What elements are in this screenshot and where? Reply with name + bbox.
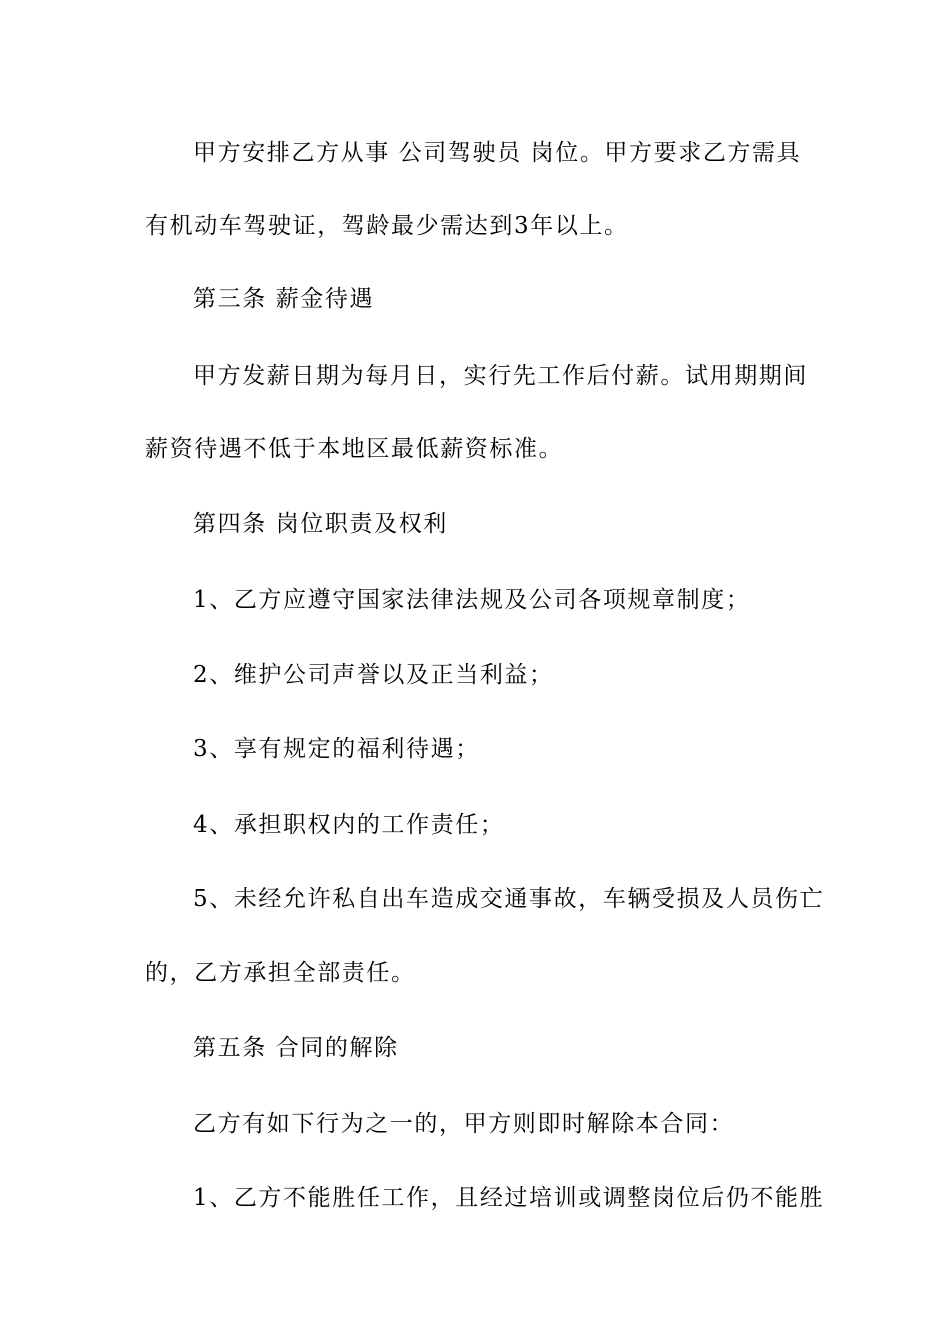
list-item-2: 2、维护公司声誉以及正当利益；: [193, 662, 554, 688]
list-item-1: 1、乙方应遵守国家法律法规及公司各项规章制度；: [193, 587, 751, 613]
heading-article-3: 第三条 薪金待遇: [193, 286, 375, 312]
list-item-4: 4、承担职权内的工作责任；: [193, 812, 505, 838]
paragraph-salary-cont: 薪资待遇不低于本地区最低薪资标准。: [145, 436, 564, 462]
list-item-3: 3、享有规定的福利待遇；: [193, 736, 480, 762]
list-item-5: 5、未经允许私自出车造成交通事故，车辆受损及人员伤亡: [193, 886, 825, 912]
paragraph-job-assignment: 甲方安排乙方从事 公司驾驶员 岗位。甲方要求乙方需具: [193, 140, 802, 166]
list-item-5-cont: 的，乙方承担全部责任。: [145, 960, 416, 986]
paragraph-termination: 乙方有如下行为之一的，甲方则即时解除本合同：: [193, 1111, 735, 1137]
paragraph-salary: 甲方发薪日期为每月日，实行先工作后付薪。试用期期间: [193, 363, 808, 389]
termination-item-1: 1、乙方不能胜任工作，且经过培训或调整岗位后仍不能胜: [193, 1185, 825, 1211]
heading-article-4: 第四条 岗位职责及权利: [193, 511, 448, 537]
heading-article-5: 第五条 合同的解除: [193, 1035, 399, 1061]
paragraph-job-assignment-cont: 有机动车驾驶证，驾龄最少需达到3年以上。: [145, 213, 629, 239]
